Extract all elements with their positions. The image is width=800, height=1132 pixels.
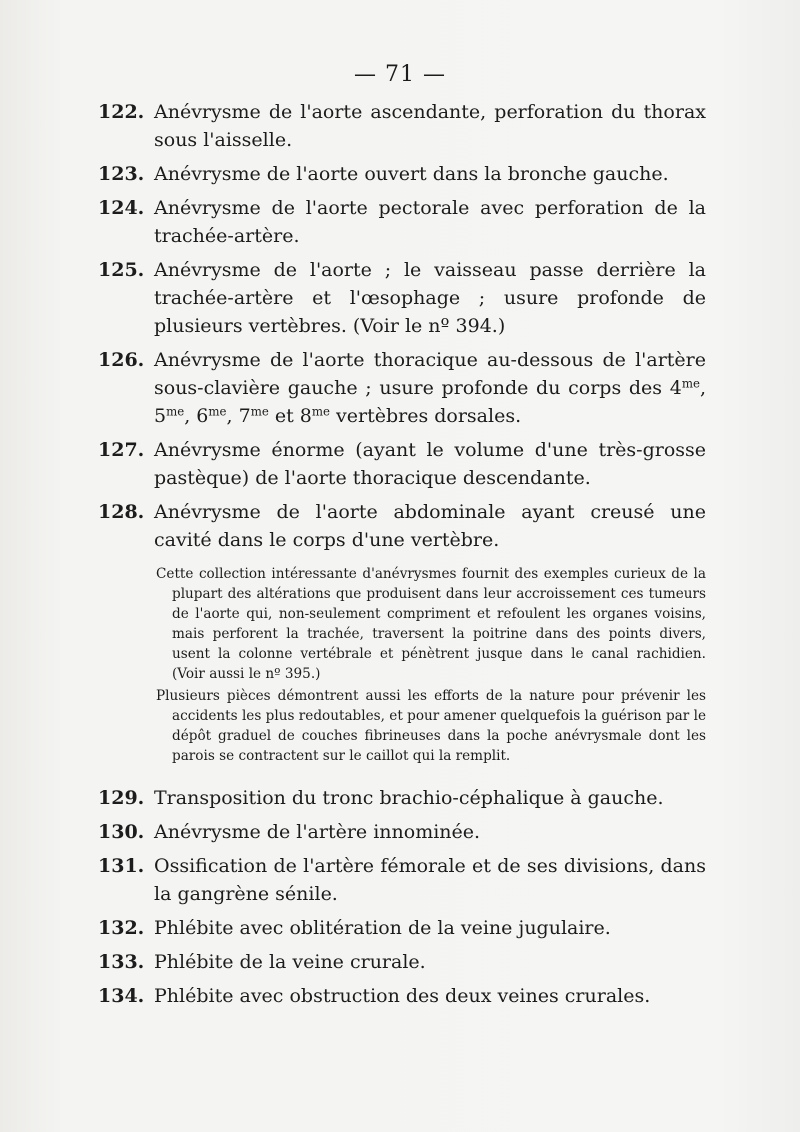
entry-text: Anévrysme de l'artère innominée. [154,821,481,843]
entry-text: Anévrysme de l'aorte abdominale ayant creusé une cavité dans le corps d'une vertèbre. [154,501,706,551]
entry-124 [98,194,706,250]
entry-number: 123. [98,163,145,185]
entry-number: 130. [98,821,145,843]
ordinal-suffix: me [681,376,700,391]
entry-text: Anévrysme de l'aorte ascendante, perforation du thorax sous l'aisselle. [154,101,706,151]
entry-number: 127. [98,439,145,461]
ordinal-suffix: me [311,404,330,419]
entry-number: 132. [98,917,145,939]
entry-number: 128. [98,501,145,523]
entry-text-part: , 7 [226,405,251,427]
entry-123 [98,160,706,188]
entry-134 [98,982,706,1010]
entry-132 [98,914,706,942]
entry-126 [98,346,706,430]
entry-text: Transposition du tronc brachio-céphalique à gauche. [154,787,664,809]
entry-text-part: Anévrysme de l'aorte thoracique au-dessous de l'artère sous-clavière gauche ; usure profonde du corps des 4 [154,349,706,399]
entry-number: 129. [98,787,145,809]
entry-text: Anévrysme de l'aorte ; le vaisseau passe derrière la trachée-artère et l'œsophage ; usure profonde de plusieurs vertèbres. (Voir le nº 394.) [154,259,706,337]
entry-number: 124. [98,197,145,219]
entry-number: 125. [98,259,145,281]
entry-number: 134. [98,985,145,1007]
entry-130 [98,818,706,846]
entry-text-part: , 6 [184,405,209,427]
entry-text: Anévrysme énorme (ayant le volume d'une très-grosse pastèque) de l'aorte thoracique descendante. [154,439,706,489]
entry-text: Anévrysme de l'aorte ouvert dans la bronche gauche. [154,163,669,185]
note-paragraph: Plusieurs pièces démontrent aussi les efforts de la nature pour prévenir les accidents les plus redoutables, et pour amener quelquefois la guérison par le dépôt graduel de couches fibrineuses dans la poche anévrysmale dont les parois se contractent sur le caillot qui la remplit. [156,688,706,764]
entry-text [154,346,706,430]
ordinal-suffix: me [208,404,227,419]
entry-129 [98,784,706,812]
entry-text-part: et 8 [268,405,312,427]
entry-number: 131. [98,855,145,877]
commentary-notes [156,564,706,766]
entry-128 [98,498,706,554]
entry-number: 133. [98,951,145,973]
entry-text: Phlébite avec oblitération de la veine jugulaire. [154,917,611,939]
entry-text: Phlébite de la veine crurale. [154,951,426,973]
entry-122 [98,98,706,154]
entry-text-part: , 5 [154,377,706,427]
entry-text: Ossification de l'artère fémorale et de ses divisions, dans la gangrène sénile. [154,855,706,905]
note-paragraph: Cette collection intéressante d'anévrysmes fournit des exemples curieux de la plupart des altérations que produisent dans leur accroissement ces tumeurs de l'aorte qui, non-seulement compriment et refoulent les organes voisins, mais perforent la trachée, traversent la poitrine dans des points divers, usent la colonne vertébrale et pénètrent jusque dans le canal rachidien. (Voir aussi le nº 395.) [156,566,706,682]
entry-text-part: vertèbres dorsales. [329,405,522,427]
ordinal-suffix: me [166,404,185,419]
ordinal-suffix: me [250,404,269,419]
entry-127 [98,436,706,492]
entry-text: Phlébite avec obstruction des deux veines crurales. [154,985,651,1007]
entry-125 [98,256,706,340]
entry-number: 122. [98,101,145,123]
entry-133 [98,948,706,976]
entry-number: 126. [98,349,145,371]
entry-text: Anévrysme de l'aorte pectorale avec perforation de la trachée-artère. [154,197,706,247]
catalogue-entries [98,98,706,1016]
page-number: — 71 — [354,62,446,87]
entry-131 [98,852,706,908]
